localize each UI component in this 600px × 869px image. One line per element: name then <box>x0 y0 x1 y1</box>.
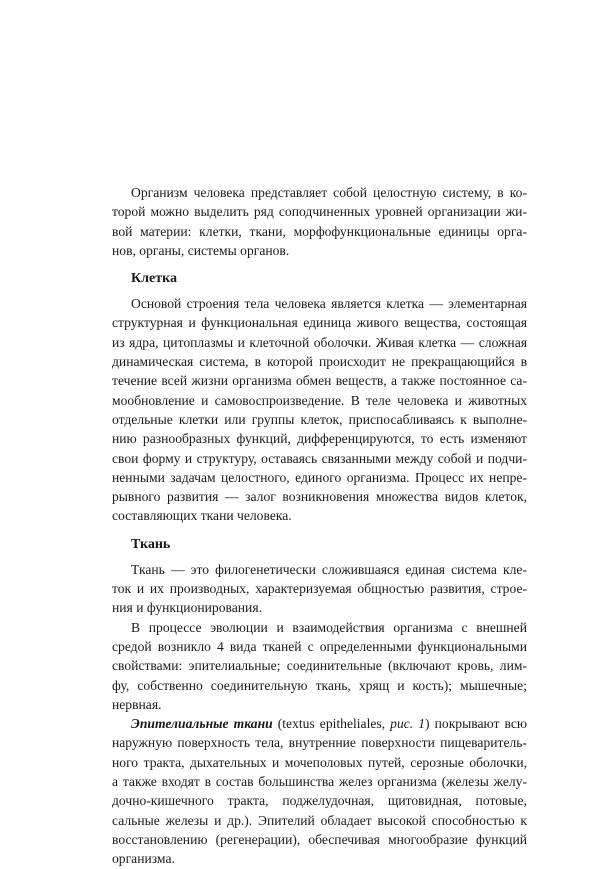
text-line: восстановлению (регенерации), обеспечивая многообразие функций <box>112 831 527 847</box>
text-line: наружную поверхность тела, внутренние поверхности пищеваритель- <box>112 735 527 751</box>
text-line: мообновление и самовоспроизведение. В теле человека и животных <box>112 392 527 408</box>
text-line: ток и их производных, характеризуемая общностью развития, строе- <box>112 581 527 597</box>
text-line: дочно-кишечного тракта, поджелудочная, щитовидная, потовые, <box>112 793 527 809</box>
text-line: ного тракта, дыхательных и мочеполовых путей, серозные оболочки, <box>112 754 527 770</box>
text-line: отдельные клетки или группы клеток, приспосабливаясь к выполне- <box>112 411 527 427</box>
text-line: ния и функционирования. <box>112 600 262 616</box>
text-line: торой можно выделить ряд соподчиненных уровней организации жи- <box>112 204 527 220</box>
text-line: а также входят в состав большинства желез организма (железы желу- <box>112 774 527 790</box>
text-line: Организм человека представляет собой целостную систему, в ко- <box>131 185 527 200</box>
tissue-paragraph-1 <box>112 560 527 618</box>
text-line: рывного развития — залог возникновения множества видов клеток, <box>112 489 527 505</box>
section-heading-tissue: Ткань <box>131 536 171 552</box>
tissue-paragraph-3 <box>112 714 527 868</box>
term-epithelial: Эпителиальные ткани <box>131 716 273 732</box>
text-line: сальные железы и др.). Эпителий обладает высокой способностью к <box>112 812 527 828</box>
text-line: нию разнообразных функций, дифференцируются, то есть изменяют <box>112 431 527 447</box>
text-line: фу, собственно соединительную ткань, хрящ и кость); мышечные; <box>112 677 527 693</box>
text-line: вой материи: клетки, ткани, морфофункциональные единицы орга- <box>112 223 527 239</box>
text-line-epithelial <box>112 714 527 733</box>
text-line: свои форму и структуру, оставаясь связанными между собой и подчи- <box>112 450 527 466</box>
text-line: Основой строения тела человека является клетка — элементарная <box>131 296 527 312</box>
text-line: организма. <box>112 851 175 867</box>
cell-paragraph <box>112 294 527 526</box>
text-line: составляющих ткани человека. <box>112 508 292 524</box>
text-line: нервная. <box>112 696 162 712</box>
latin-term: (textus epitheliales, <box>272 716 391 732</box>
tissue-paragraph-2 <box>112 618 527 714</box>
text-line: Ткань — это филогенетически сложившаяся единая система кле- <box>131 561 527 577</box>
text-line: средой возникло 4 вида тканей с определенными функциональными <box>112 638 527 654</box>
text-continuation: ) покрывают всю <box>425 716 527 732</box>
text-line: динамическая система, в которой происходит не прекращающийся в <box>112 354 527 370</box>
text-line: свойствами: эпителиальные; соединительные (включают кровь, лим- <box>112 658 527 674</box>
text-line: структурная и функциональная единица живого вещества, состоящая <box>112 315 527 331</box>
text-line: из ядра, цитоплазмы и клеточной оболочки. Живая клетка — сложная <box>112 334 527 350</box>
text-line: В процессе эволюции и взаимодействия организма с внешней <box>131 619 527 635</box>
text-line: нов, органы, системы органов. <box>112 242 290 258</box>
text-line: течение всей жизни организма обмен веществ, а также постоянное са- <box>112 373 527 389</box>
text-line: ненными задачам целостного, единого организма. Процесс их непре- <box>112 469 527 485</box>
page-text <box>112 183 527 869</box>
section-heading-cell: Клетка <box>131 271 177 287</box>
intro-paragraph <box>112 183 527 260</box>
figure-reference: рис. 1 <box>390 716 426 732</box>
